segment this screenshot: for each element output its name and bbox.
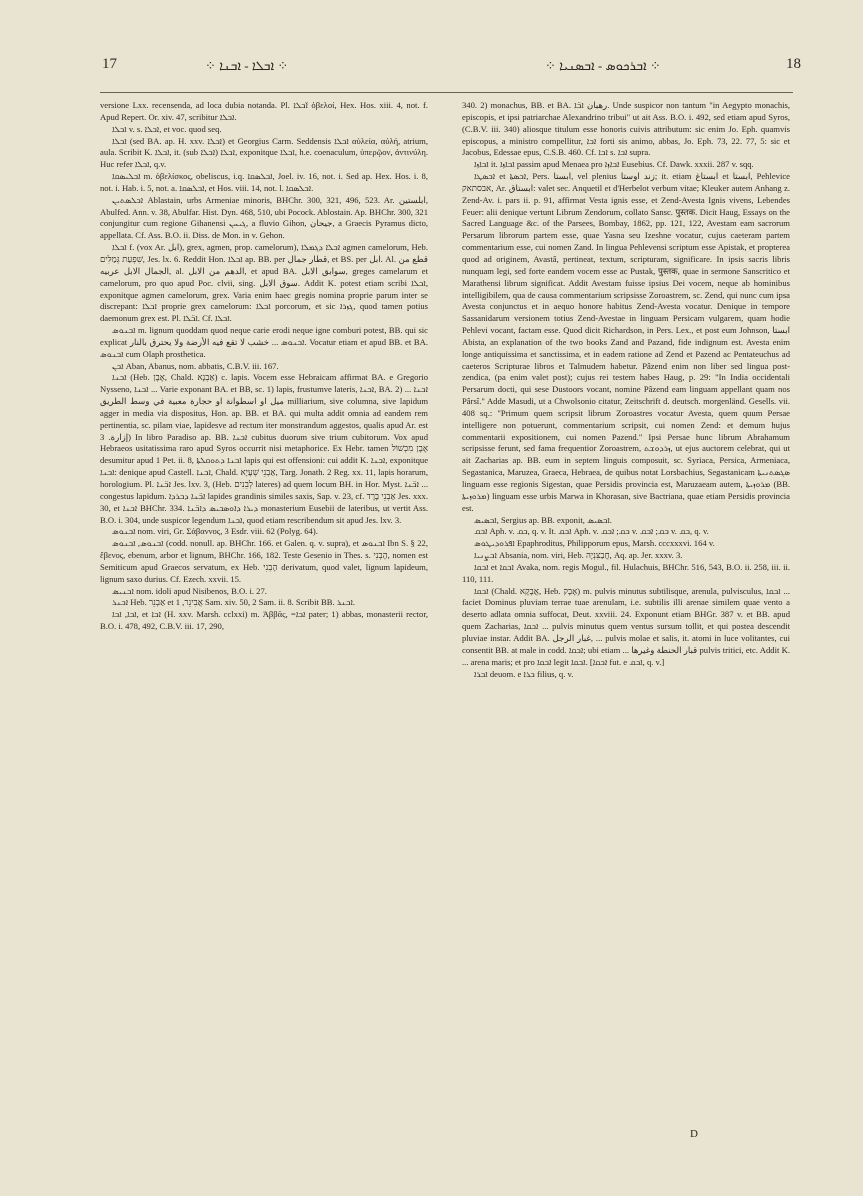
right-page-number: 18	[786, 56, 801, 72]
page-header	[0, 56, 863, 80]
entry-paragraph: ܐܒܐ, ܐܒܐ, et ܐܒܐ (H. xxv. Marsh. cclxxi) m. Ἀββᾶς, =ܐܒܐ pater; 1) abbas, monasterii rector, B.O. i. 478, 492, C.B.V. iii. 17, 290,	[100, 609, 429, 632]
left-running-head: ⁘ ܐܒܠܐ - ܐܒܢܐ ⁘	[205, 58, 289, 73]
entry-paragraph: ܐܒܪܐ deuom. e ܒܪܐ filius, q. v.	[474, 668, 574, 679]
entry-paragraph: ܐܒܢܘܣ, ܐܒܢܘܣ (codd. nonull. ap. BHChr. 166. et Galen. q. v. supra), et ܐܒܢܘܣ Ibn S. § 22, ἔβενος, ebenum, arbor et lignum, BHChr. 166, 182. Teste Gesenio in Thes. s. הָבְנִי, nomen est Semiticum apud Graecos servatum, ex Heb. הָבְנִי derivatum, quod valet, lignum lapideum, lignum saxo durius. Cf. Ezech. xxvii. 15.	[100, 538, 428, 584]
left-column	[100, 100, 428, 633]
right-column	[462, 100, 790, 680]
entry-paragraph: 340. 2) monachus, BB. et BA. رهبان ܐܒ̈ܐ. Unde suspicor non tantum "in Aegypto monachis, episcopis, et ipsi patriarchae Alexandrino tribui" ut ait Ass. B.O. i. 492, sed etiam apud Syros, (C.B.V. iii. 340) aliosque titulum esse honoris cuivis attributum: sic enim Jo. Eph. quamvis episcopus, a ministro compellitur, ܐܒܐ forti sis animo, abbas, Jo. Eph. 73, 22. 77, 5: sic et Jacobus, Edessae epus, C.S.B. 460. Cf. ܐܒܐ s. ܐܒܐ supra.	[462, 100, 790, 158]
entry-paragraph: ܐܒܠܐ v. s. ܐܒܠܐ, et voc. quod seq.	[112, 123, 222, 134]
entry-paragraph: ܐܦܪܘܕܝܛܘܣ Epaphroditus, Philipporum epus, Marsh. cccxxxvi. 164 v.	[474, 538, 715, 549]
entry-paragraph: ܐܒܠܐ (sed BA. ap. H. xxv. ܐܒܠܐ) et Georgius Carm. Seddensis ܐܒܠܐ αὐλεία, αὐλή, atrium, aula. Scribit K. ܐܒܠܐ, it. (sub ܐܒܠܐ) ܐܒܠܐ, exponitque ܐܒܠܐ, h.e. coenaculum, ὑπερῷον, ἀντινύλη. Huc refer ܐܒܠܐ, q.v.	[100, 135, 429, 170]
header-rule	[100, 92, 793, 93]
entry-paragraph: ܐܒܢܐ (Heb. אֶבֶן, Chald. אַבְנָא) c. lapis. Vocem esse Hebraicam affirmat BA. e Gregorio Nysseno, ܐܒܢܐ ... Varie exponant BA. et BB, sc. 1) lapis, frustumve lateris, ܐܒܢܐ, BA. 2) ܐܒܢܐ ... ميل او اسطوانة او حجارة معبية في وسط الطريق milliarium, sive columna, sive lapidum agger in media via dispositus, Hon. ap. BB. et BA. qui multa addit omnia ad eandem rem pertinentia, sc. pilam viae, lapidesve ad rectum iter monstrandum aggestos, qualis apud Ar. est إزارة. 3) In libro Paradiso ap. BB. ܐܒܢܐ cubitus duorum sive trium cubitorum. Vox apud Hebraeos usitatissima raro apud Syros occurrit nisi metaphorice. Ex Hebr. tamen אֶבֶן מִכְשׁוֹל desumitur apud 1 Pet. ii. 8, ܐܒܢܐ ܕܬܘܩܠܬܐ lapis qui est offensioni: cui addit K. ܐܒܢܐ, exponitque ܐܒܢܐ: denique apud Castell. ܐܒܢܐ, Chald. אַבְנֵי שְׁעָיָא, Targ. Jonath. 2 Reg. xx. 11, lapis horarum, horologium. Pl. ܐܒ̈ܢܐ Jes. lxv. 3, (Heb. לְבֵנִים lateres) ad quem locum BH. in Hor. Myst. ܐܒ̈ܢܐ ... congestus lapidum. ܐܒ̈ܢܐ ܕܒܪܕܐ lapides grandinis similes saxis, Sap. v. 23, cf. אַבְנֵי בָרָד Jes. xxx. 30, et ܐܒܢܐ BHChr. 334. ܕܝܪܐ ܕܐܘܣܒܝܣ ܕܐܒ̈ܢܐ monasterium Eusebii de lateribus, ut vertit Ass. B.O. i. 304, unde suspicor legendum ܐܒܢܐ, quod etiam rescribendum sit apud Jes. lxv. 3.	[100, 372, 429, 525]
entry-paragraph: ܐܒܠܐ f. (vox Ar. ابل), grex, agmen, prop. camelorum), ܐܒܠܐ ܕܓܡܠܐ agmen camelorum, Heb. שִׁפְעַת גְּמַלִּים, Jes. lx. 6. Reddit Hon. ܐܒܠܐ ap. BB. per قطار جمال, et BS. per ابل. Al. قطع من الجمال الابل عربيه, al. الدهم من الابل, et apud BA. سوابق الابل, greges camelarum et camelorum, pro quo apud Poc. clvii, sing. سوق الابل. Addit K. potest etiam scribi ܐܒܠܐ, exponitque agmen camelorum, grex. Varia enim haec gregis nomina proprie parum inter se discrepant: ܐܒܠܐ proprie grex camelorum: ܐܒܠܐ porcorum, et sic ܓܙܪܐ, quod tamen potius daemonum grex est. Pl. ܐܒ̈ܠܐ. Cf. ܐܒܠܐ.	[100, 242, 429, 324]
entry-paragraph: ܐܒܢܘܣ m. lignum quoddam quod neque carie erodi neque igne comburi potest, BB. qui sic explicat ܐܒܢܘܣ ... خشب لا تقع فيه الأرضة ولا يحترق بالنار. Vocatur etiam et apud BB. et BA. ܐܒܢܘܣ cum Olaph prosthetica.	[100, 325, 429, 359]
entry-paragraph: ܐܒܩܐ (Chald. אֲבָקָא, Heb. אָבָק) m. pulvis minutus subtilisque, arenula, pulvisculus, ܐܒܩܐ ... faciet Dominus pluviam terrae tuae arenulam, i.e. subtilis illi arenae similem quae vento a deserto adlata omnia suffocat, Deut. xxviii. 24. Exponunt etiam BHGr. 387 v. et BB. apud quem Zacharias, ܐܒܩܐ ... pulvis minutus quem ventus sursum tollit, et qui postea descendit pluviae instar. Addit BA. غبار الرجل, ... pulvis molae et salis, it. atomi in luce volitantes, cui consentit BB. at male in codd. ܐܒܩܐ; ubi etiam ... قبار الحنطة وغيرها pulvis tritici, etc. Addit K. ... arena maris; et pro ܐܒܩܐ legit ܐܒܩܐ. [ܐܒܩܐ fut. e ܐܒܩ, q. v.]	[462, 585, 791, 667]
entry-paragraph: ܐܒܢܘܣ nom. viri, Gr. Σάβαννος, 3 Esdr. viii. 62 (Polyg. 64).	[112, 526, 318, 537]
right-running-head: ⁘ ܐܒܪܟܘܣ - ܐܒܣܢܝܐ ⁘	[545, 58, 661, 73]
entry-paragraph: ܐܒܨܢܝܐ Absania, nom. viri, Heb. חֲבַצִּנְיָה, Aq. ap. Jer. xxxv. 3.	[474, 550, 683, 561]
signature-mark: D	[690, 1128, 698, 1140]
entry-paragraph: ܐܒܢܪ Heb. אַבְנֵר et אֲבִינֵר, 1 Sam. xiv. 50, 2 Sam. ii. 8. Scribit BB. ܐܒܢܪ.	[112, 597, 356, 608]
entry-paragraph: ܐܒܩ Aph. v. ܒܩ, q. v. It. ܐܒܩ Aph. v. ܒܩ; ܐܒܩ v. ܒܩ; ܐܒܩ v. ܒܩ, q. v.	[474, 526, 709, 537]
entry-paragraph: ܐܒܠܣܬܝܢ Ablastain, urbs Armeniae minoris, BHChr. 300, 321, 496, 523. Ar. ابلستين, Abulfed. Ann. v. 38, Abulfar. Hist. Dyn. 468, 510, ubi Pocock. Ablostain. Ap. BHChr. 300, 321 conjungitur cum regione Gihanensi ܓܝܚܢ, a fluvio Gihon, جيحان, a Graecis Pyramus dicto, appellata. Cf. Ass. B.O. ii. Diss. de Mon. in v. Gehon.	[100, 194, 429, 241]
entry-paragraph: ܐܒܢܝܣ nom. idoli apud Nisibenos, B.O. i. 27.	[112, 585, 267, 596]
entry-paragraph: ܐܒܣܛܐ et ܐܒܣܬܐ, Pers. ابستا, vel plenius زند اوستا; it. etiam ابستاغ et ابستا, Pehlevice אבסתאק, Ar. ابستاق: valet sec. Anquetil et d'Herbelot verbum vitae; Kleuker autem Anhang z. Zend-Av. i. pars ii. p. 91, affirmat Vesta ignis esse, et Zend-Avesta Ignis vivens, Lebendes Feuer: alii denique vertunt Librum Zendorum, collato Sansc. पुस्तक. Dicit Haug, Essays on the Sacred Language &c. of the Parsees, Bombay, 1862, pp. 121, 122, Avestam eam sacrorum Persarum librorum partem esse, quae Yasna seu Izeshne vocatur, cujus caeteram partem commentarium esse, cui nomen Zand. In lingua Pehlevensi scriptum esse Apistak, et propterea quod ad originem, Avastâ, pertineat, textum, scripturam, significare. In ipsis sacris libris nunquam legi, sed forte eandem vocem esse ac Pustak, पुस्तक, quae in sermone Sanscritico et Marathensi librum significat. Addit Avestam fuisse ipsius Dei vocem, neque ab hominibus intelligibilem, qua de causa commentarium scripsisse Zoroastrem, sc. Zend, qui nunc cum ipsa Avesta conjunctus et in aequo honore habitus Zend-Avesta vocatur. Denique in tempore Sassanidarum versionem totius Zend-Avestae in linguam Persicam vulgarem, quam hodie Pehlevi vocant, factam esse. Quod dicit Richardson, in Pers. Lex., et post eum Johnson, ابستا Abista, an explanation of the two books Zand and Pazand, fide indignum est. Avesta enim longe antiquissima et sanctissima, et in eadem ratione ad Zend et Pazend ac Pentateuchus ad caeteros Scripturae libros et Talmudem habetur. Pâzend enim non liber sed lingua post-zendica, (pa enim valet post); cujus rei testem habes Haug, p. 29: "In India occidentali Persarum docti, qui sese Dustoors vocant, nomine Pâzend eam linguam appellant quam nos Pârsî." Adde Masudi, ut a Chwolsonio citatur, Zeitschrift d. deutsch. morgenländ. Gesells. vii. 408 sq.: "Primum quem scripsit librum Zoroastres vocatur Avesta, quem quum Persae intelligere non potuerunt, commentarium scripsit, cui nomen Zend: et demum hujus commentarii expositionem, cui nomen Pazend." Ipsi Persae hunc librum Abrahamum scripsisse ferunt, sed fama frequentior Zoroastrem, ܙܪܕܘܫܬ, ut ejus auctorem celebrat, qui ut ait Zacharias ap. BB. eum in septem linguis composuit, sc. Syriaca, Persica, Armeniaca, Segastanica, Maruzea, Graeca, Hebraea, de quibus notat Lorsbachius, Segastanicam ܣܓܣܬܢܝܬܐ linguam esse regionis Sigestan, quae Persidis provincia est, Maruzaeam autem, ܡܪܘܙܝܬܐ (BB. ܡܪܘܙܝܬܐ) linguam esse urbis Marwa in Khorasan, sive Bactriana, quae etiam Persidis provincia est.	[462, 171, 791, 513]
entry-paragraph: ܐܒܠܝܣܩܐ m. ὀβελίσκος, obeliscus, i.q. ܐܒܠܣܩܐ, Joel. iv. 16, not. i. Sed ap. Hex. Hos. i. 8, not. i. Hab. i. 5, not. a. ܐܒܠܣܩܐ, et Hos. viii. 14, not. l. ܐܒܠܣܩܐ.	[100, 171, 428, 193]
entry-paragraph: ܐܒܣܝܣ, Sergius ap. BB. exponit, ܐܒܣܝܣ.	[474, 514, 612, 525]
entry-paragraph: ܐܒܢ Aban, Abanus, nom. abbatis, C.B.V. iii. 167.	[112, 360, 279, 371]
entry-paragraph: ܐܒܩܐ et ܐܒܩܐ Avaka, nom. regis Mogul., fil. Hulachuis, BHChr. 516, 543, B.O. ii. 258, iii. ii. 110, 111.	[462, 561, 790, 584]
entry-paragraph: ܐܒܐܙܐ it. ܐܒܐܙܐ passim apud Menaea pro ܐܒܐܙܐ Eusebius. Cf. Dawk. xxxii. 287 v. sqq.	[474, 159, 754, 170]
left-page-number: 17	[102, 56, 117, 72]
entry-paragraph: versione Lxx. recensenda, ad loca dubia notanda. Pl. ܐ̈ܒܠܐ ὀβελοί, Hex. Hos. xiii. 4, not. f. Apud Repert. Or. xiv. 47, scribitur ܐܒܠܐ.	[100, 100, 428, 122]
